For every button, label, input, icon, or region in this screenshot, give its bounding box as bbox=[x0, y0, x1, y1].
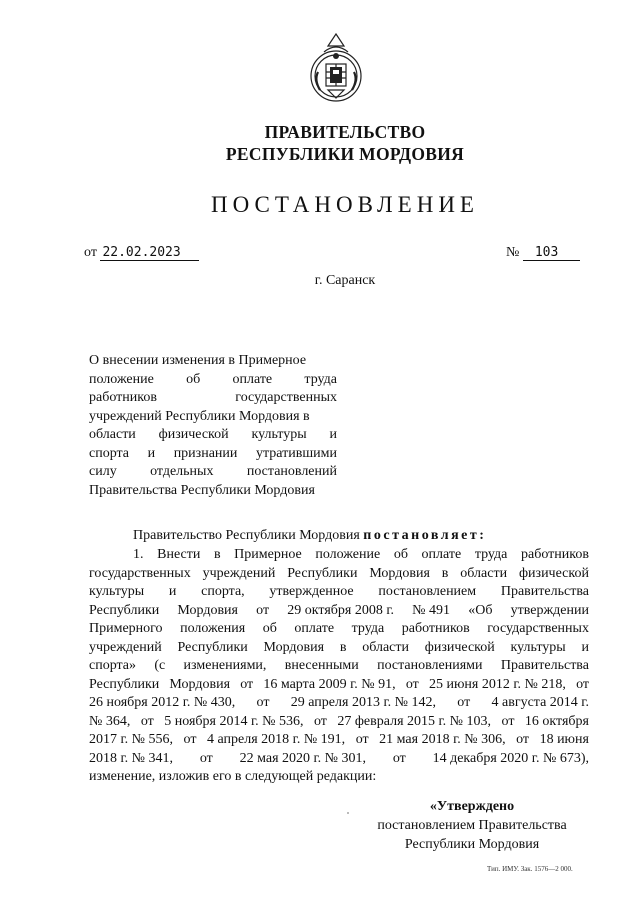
paragraph-word: и bbox=[581, 639, 589, 655]
paragraph-word: культуры bbox=[89, 584, 145, 599]
paragraph-word: области bbox=[362, 639, 410, 655]
paragraph-word: государственных bbox=[89, 565, 191, 581]
paragraph-word: области bbox=[460, 565, 508, 581]
city-name: г. Саранск bbox=[314, 273, 376, 288]
paragraph-word: от bbox=[501, 713, 515, 729]
approval-heading: «Утверждено bbox=[429, 799, 515, 814]
intro-text: Правительство Республики Мордовия bbox=[133, 528, 360, 543]
paragraph-word: (с bbox=[154, 658, 166, 673]
paragraph-word: 5 ноября 2014 г. № 536, bbox=[164, 713, 304, 729]
paragraph-word: 29 октября 2008 г. bbox=[287, 602, 394, 618]
subject-word: оплате bbox=[232, 371, 273, 387]
paragraph-word: от bbox=[240, 676, 254, 692]
paragraph-word: оплате bbox=[294, 621, 335, 636]
approval-line-3: Республики Мордовия bbox=[404, 837, 540, 852]
paragraph-line bbox=[89, 602, 589, 621]
paragraph-word: 1. bbox=[133, 547, 144, 562]
paragraph-word: положение bbox=[315, 547, 381, 562]
approval-line-2: постановлением Правительства bbox=[377, 818, 567, 833]
paragraph-word: Республики bbox=[287, 565, 358, 581]
paragraph-word: учреждений bbox=[202, 565, 276, 581]
paragraph-word: «Об bbox=[468, 602, 493, 618]
paragraph-word: 27 февраля 2015 г. № 103, bbox=[337, 713, 492, 729]
approval-block bbox=[362, 797, 582, 854]
paragraph-word: от bbox=[256, 695, 270, 710]
paragraph-word: Республики bbox=[177, 639, 248, 655]
paragraph-word: об bbox=[262, 621, 277, 636]
paragraph-line bbox=[89, 694, 589, 713]
paragraph-word: изменениями, bbox=[183, 658, 267, 673]
paragraph-line bbox=[89, 620, 589, 639]
date-value: 22.02.2023 bbox=[100, 245, 198, 261]
intro-line bbox=[133, 527, 633, 546]
paragraph-word: 4 августа 2014 г. bbox=[491, 695, 589, 710]
subject-line bbox=[89, 389, 337, 408]
paragraph-line bbox=[89, 713, 589, 732]
subject-line bbox=[89, 426, 337, 445]
paragraph-word: от bbox=[405, 676, 419, 692]
paragraph-word: постановлением bbox=[378, 584, 477, 599]
paragraph-word: работников bbox=[401, 621, 470, 636]
paragraph-word: Мордовия bbox=[169, 676, 231, 692]
paragraph-word: 25 июня 2012 г. № 218, bbox=[428, 676, 566, 692]
subject-line bbox=[89, 463, 337, 482]
paragraph-word: оплате bbox=[421, 547, 462, 562]
paragraph-word: спорта» bbox=[89, 658, 137, 673]
paragraph-word: Мордовия bbox=[263, 639, 325, 655]
paragraph-word: постановлениями bbox=[377, 658, 483, 673]
subject-word: Правительства Республики Мордовия bbox=[89, 482, 315, 498]
date-prefix: от bbox=[84, 245, 97, 260]
subject-line bbox=[89, 408, 337, 427]
paragraph-word: положения bbox=[180, 621, 246, 636]
paragraph-word: от bbox=[576, 676, 589, 692]
paragraph-word: работников bbox=[521, 547, 589, 562]
paragraph-word: Примерного bbox=[89, 621, 163, 636]
paragraph-word: Республики bbox=[89, 676, 160, 692]
paragraph-word: 2017 г. № 556, bbox=[89, 732, 174, 747]
paragraph-line bbox=[89, 768, 589, 787]
paragraph-word: Мордовия bbox=[369, 565, 430, 581]
paragraph-line bbox=[89, 657, 589, 676]
paragraph-word: Внести bbox=[157, 547, 201, 562]
paragraph-word: учреждений bbox=[89, 639, 162, 655]
paragraph-line bbox=[89, 750, 589, 769]
paragraph-word: культуры bbox=[510, 639, 566, 655]
paragraph-word: от bbox=[457, 695, 471, 710]
subject-word: спорта bbox=[89, 445, 130, 461]
paragraph-word: в bbox=[339, 639, 347, 655]
paragraph-word: 26 ноября 2012 г. № 430, bbox=[89, 695, 236, 710]
paragraph-word: Правительства bbox=[500, 658, 589, 673]
paragraph-word: от bbox=[140, 713, 154, 729]
subject-word: силу bbox=[89, 464, 117, 479]
subject-word: работников bbox=[89, 390, 157, 405]
subject-word: физической bbox=[158, 427, 229, 442]
number-value: 103 bbox=[523, 245, 580, 261]
subject-word: культуры bbox=[251, 427, 307, 442]
subject-line bbox=[89, 482, 337, 501]
paragraph-word: изменение, изложив его в следующей редакции: bbox=[89, 769, 377, 784]
paragraph-word: 14 декабря 2020 г. № 673), bbox=[432, 750, 589, 766]
decree-word: постановляет: bbox=[363, 528, 487, 543]
paragraph-word: 22 мая 2020 г. № 301, bbox=[239, 750, 367, 766]
paragraph-word: Республики bbox=[89, 602, 160, 618]
subject-word: учреждений Республики Мордовия в bbox=[89, 408, 310, 424]
paragraph-word: № 491 bbox=[412, 602, 451, 618]
subject-word: постановлений bbox=[246, 464, 337, 479]
paragraph-word: труда bbox=[474, 547, 508, 562]
paragraph-word: от bbox=[392, 750, 406, 766]
print-note: Тип. ИМУ. Зак. 1576—2 000. bbox=[487, 865, 573, 873]
paragraph-1 bbox=[89, 546, 589, 787]
paragraph-word: труда bbox=[351, 621, 385, 636]
paragraph-line bbox=[89, 731, 589, 750]
paragraph-word: и bbox=[168, 584, 177, 599]
paragraph-word: Правительства bbox=[500, 584, 589, 599]
document-type-heading: ПОСТАНОВЛЕНИЕ bbox=[211, 192, 479, 217]
paragraph-word: 21 мая 2018 г. № 306, bbox=[379, 732, 506, 747]
paragraph-word: № 364, bbox=[89, 713, 131, 729]
paragraph-word: физической bbox=[424, 639, 495, 655]
subject-word: О внесении изменения в Примерное bbox=[89, 353, 307, 368]
paragraph-word: от bbox=[355, 732, 369, 747]
subject-word: государственных bbox=[235, 390, 337, 405]
paragraph-word: Примерное bbox=[234, 547, 302, 562]
paragraph-word: в bbox=[213, 547, 221, 562]
subject-line bbox=[89, 352, 337, 371]
number-prefix: № bbox=[506, 245, 520, 260]
paragraph-word: утвержденное bbox=[269, 584, 354, 599]
subject-word: положение bbox=[89, 371, 154, 387]
subject-line bbox=[89, 371, 337, 390]
subject-word: и bbox=[147, 445, 156, 461]
paragraph-word: от bbox=[516, 732, 530, 747]
paragraph-word: об bbox=[393, 547, 408, 562]
paragraph-word: внесенными bbox=[284, 658, 359, 673]
document-number bbox=[506, 245, 580, 261]
paragraph-word: государственных bbox=[487, 621, 589, 636]
paragraph-line bbox=[89, 676, 589, 695]
paragraph-word: 18 июня bbox=[539, 732, 589, 747]
paragraph-word: 2018 г. № 341, bbox=[89, 750, 174, 766]
paragraph-word: в bbox=[441, 565, 449, 581]
paragraph-word: 16 октября bbox=[524, 713, 589, 729]
paragraph-word: утверждении bbox=[510, 602, 589, 618]
subject-word: отдельных bbox=[150, 464, 214, 479]
paragraph-line bbox=[89, 546, 589, 565]
document-subject bbox=[89, 352, 337, 500]
paragraph-line bbox=[89, 583, 589, 602]
paragraph-word: спорта, bbox=[201, 584, 245, 599]
paragraph-word: от bbox=[199, 750, 213, 766]
subject-word: признании bbox=[173, 445, 238, 461]
paragraph-word: от bbox=[256, 602, 270, 618]
scan-speck bbox=[347, 812, 349, 814]
document-date bbox=[84, 245, 199, 261]
paragraph-word: физической bbox=[518, 565, 589, 581]
paragraph-word: 4 апреля 2018 г. № 191, bbox=[207, 732, 346, 747]
subject-word: труда bbox=[304, 371, 337, 387]
subject-word: и bbox=[329, 427, 337, 442]
government-title-line1: ПРАВИТЕЛЬСТВО bbox=[264, 122, 426, 142]
paragraph-word: от bbox=[183, 732, 197, 747]
subject-word: области bbox=[89, 427, 136, 442]
paragraph-word: от bbox=[313, 713, 327, 729]
subject-word: об bbox=[186, 371, 201, 387]
subject-word: утратившими bbox=[255, 445, 337, 461]
paragraph-word: 16 марта 2009 г. № 91, bbox=[263, 676, 396, 692]
coat-of-arms-emblem bbox=[304, 28, 368, 108]
paragraph-word: Мордовия bbox=[177, 602, 238, 618]
paragraph-line bbox=[89, 639, 589, 658]
paragraph-word: 29 апреля 2013 г. № 142, bbox=[290, 695, 436, 710]
government-title-line2: РЕСПУБЛИКИ МОРДОВИЯ bbox=[225, 144, 465, 164]
subject-line bbox=[89, 445, 337, 464]
paragraph-line bbox=[89, 565, 589, 584]
